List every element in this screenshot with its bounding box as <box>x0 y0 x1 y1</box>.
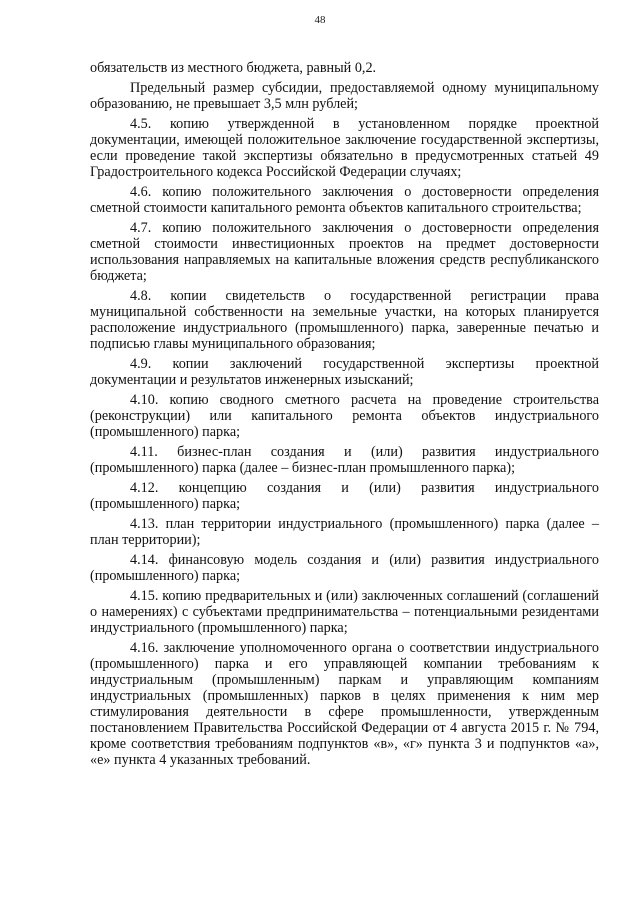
paragraph-4-13: 4.13. план территории индустриального (промышленного) парка (далее – план территории); <box>90 516 599 548</box>
paragraph-4-6: 4.6. копию положительного заключения о достоверности определения сметной стоимости капитального ремонта объектов капитального строительства; <box>90 184 599 216</box>
paragraph-4-5: 4.5. копию утвержденной в установленном порядке проектной документации, имеющей положительное заключение государственной экспертизы, если проведение такой экспертизы обязательно в предусмотренных статьей 49 Градостроительного кодекса Российской Федерации случаях; <box>90 116 599 180</box>
paragraph-4-9: 4.9. копии заключений государственной экспертизы проектной документации и результатов инженерных изысканий; <box>90 356 599 388</box>
paragraph-4-11: 4.11. бизнес-план создания и (или) развития индустриального (промышленного) парка (далее – бизнес-план промышленного парка); <box>90 444 599 476</box>
paragraph-continuation: обязательств из местного бюджета, равный 0,2. <box>90 60 377 76</box>
paragraph-4-7: 4.7. копию положительного заключения о достоверности определения сметной стоимости инвестиционных проектов на предмет достоверности использования направляемых на капитальные вложения средств республиканского бюджета; <box>90 220 599 284</box>
paragraph-4-12: 4.12. концепцию создания и (или) развития индустриального (промышленного) парка; <box>90 480 599 512</box>
page-number: 48 <box>314 14 326 26</box>
paragraph-4-8: 4.8. копии свидетельств о государственной регистрации права муниципальной собственности на земельные участки, на которых планируется расположение индустриального (промышленного) парка, заверенные печатью и подписью главы муниципального образования; <box>90 288 599 352</box>
document-body <box>90 60 599 772</box>
paragraph-4-14: 4.14. финансовую модель создания и (или) развития индустриального (промышленного) парка; <box>90 552 599 584</box>
paragraph-4-16: 4.16. заключение уполномоченного органа о соответствии индустриального (промышленного) парка и его управляющей компании требованиям к индустриальным (промышленным) паркам и управляющим компаниям индустриальных (промышленных) парков в целях применения к ним мер стимулирования деятельности в сфере промышленности, утвержденным постановлением Правительства Российской Федерации от 4 августа 2015 г. № 794, кроме соответствия требованиям подпунктов «в», «г» пункта 3 и подпунктов «а», «е» пункта 4 указанных требований. <box>90 640 599 768</box>
paragraph-subsidy-limit: Предельный размер субсидии, предоставляемой одному муниципальному образованию, не превышает 3,5 млн рублей; <box>90 80 599 112</box>
paragraph-4-15: 4.15. копию предварительных и (или) заключенных соглашений (соглашений о намерениях) с субъектами предпринимательства – потенциальными резидентами индустриального (промышленного) парка; <box>90 588 599 636</box>
paragraph-4-10: 4.10. копию сводного сметного расчета на проведение строительства (реконструкции) или капитального ремонта объектов индустриального (промышленного) парка; <box>90 392 599 440</box>
